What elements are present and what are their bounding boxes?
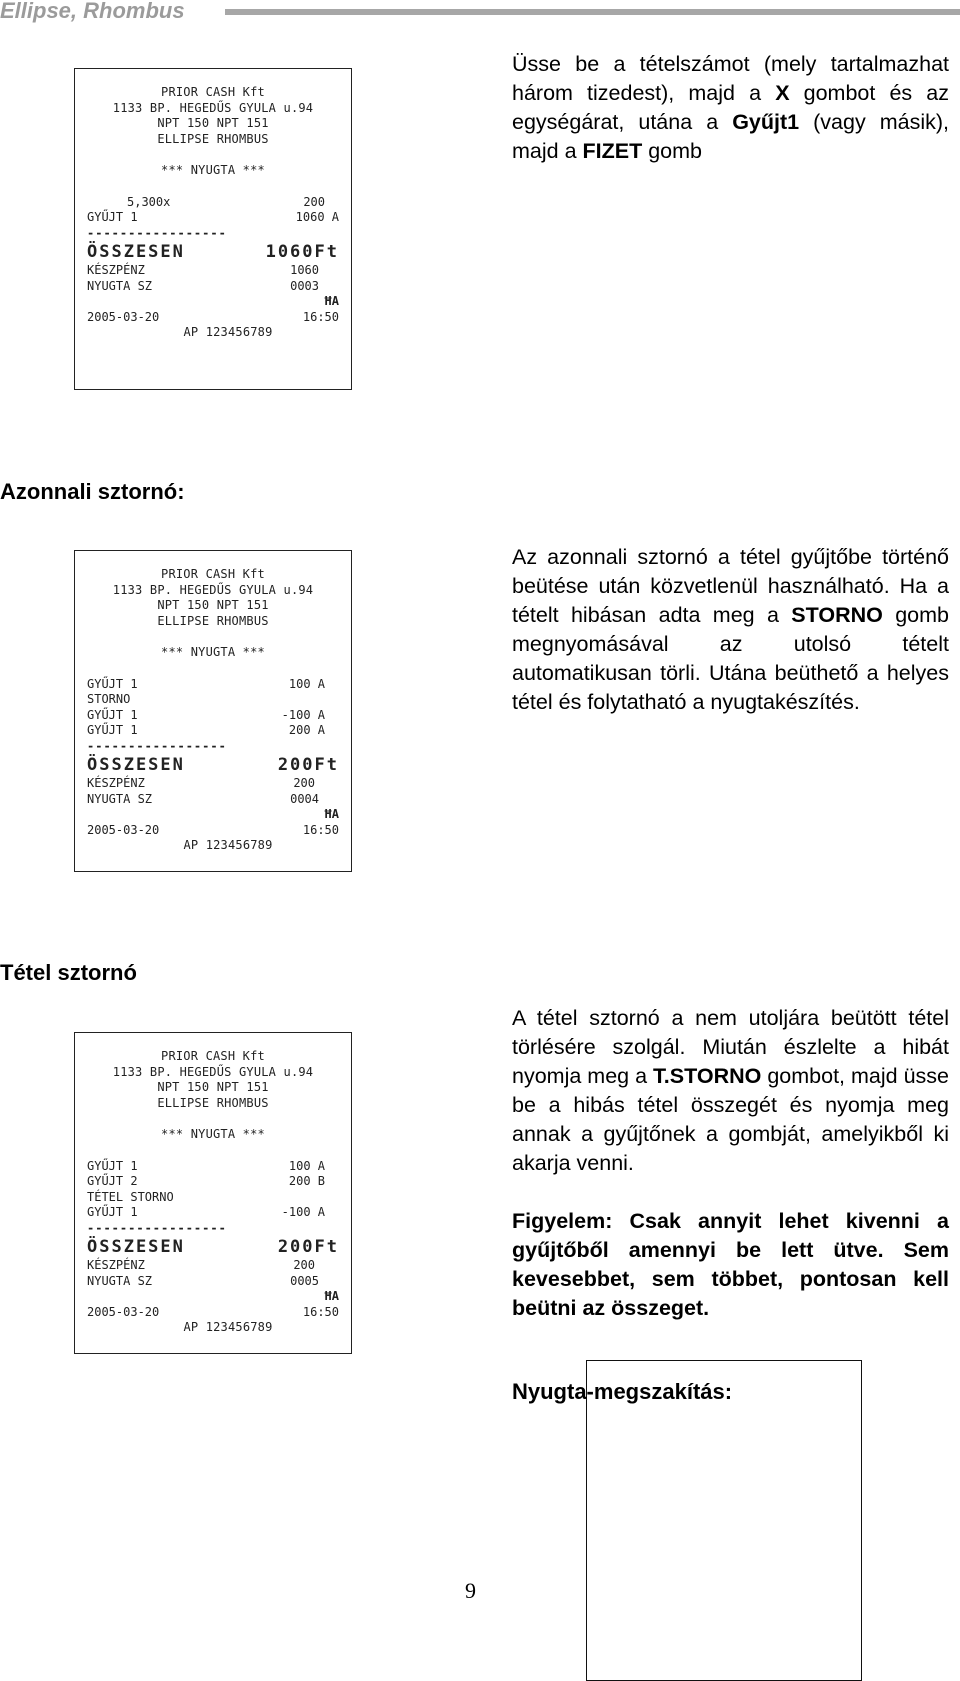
receipt-row: KÉSZPÉNZ 200 [87,776,315,790]
receipt-line: *** NYUGTA *** [161,1127,265,1141]
receipt-ap-number: AP 123456789 [183,838,273,852]
receipt-total-row: ÖSSZESEN 200Ft [87,755,339,775]
receipt-line: ELLIPSE RHOMBUS [157,613,269,628]
header-rule [225,9,960,15]
receipt-image-placeholder [586,1360,862,1681]
receipt-row: 2005-03-20 16:50 [87,822,339,837]
receipt-line: *** NYUGTA *** [161,163,265,177]
section3-paragraph: A tétel sztornó a nem utoljára beütött tétel törlésére szolgál. Miután észlelte a hibát nyomja meg a T.STORNO gombot, majd üsse be a hibás tétel összegét és nyomja meg annak a gyűjtőnek a gombját, amelyikből ki akarja venni. [512,1006,950,1175]
section-heading-item-storno: Tétel sztornó [0,960,137,985]
receipt-line: NPT 150 NPT 151 [157,1080,269,1094]
page-number: 9 [465,1578,476,1603]
receipt-row: NYUGTA SZ 0005 [87,1273,319,1288]
receipt-mark: ĦA [324,294,339,308]
receipt-line: 1133 BP. HEGEDŰS GYULA u.94 [112,582,314,597]
receipt-row: 2005-03-20 16:50 [87,309,339,324]
receipt-total-row: ÖSSZESEN 200Ft [87,1237,339,1257]
receipt-row: GYŰJT 1 -100 A [87,707,325,722]
receipt-row: GYŰJT 1 1060 A [87,210,339,224]
receipt-line: ELLIPSE RHOMBUS [157,131,269,146]
receipt-row: KÉSZPÉNZ 200 [87,1258,315,1272]
receipt-row: GYŰJT 1 100 A [87,1158,325,1173]
receipt-line: NPT 150 NPT 151 [157,116,269,130]
receipt-row: 5,300x 200 [127,194,325,209]
receipt-image-2 [74,550,352,872]
receipt-row: NYUGTA SZ 0004 [87,791,319,806]
section-heading-receipt-interrupt: Nyugta-megszakítás: [512,1379,733,1404]
section2-paragraph: Az azonnali sztornó a tétel gyűjtőbe történő beütése után közvetlenül használható. Ha a tételt hibásan adta meg a STORNO gomb megnyomásával az utolsó tételt automatikusan törli. Utána beüthető a helyes tétel és folytatható a nyugtakészítés. [512,545,949,714]
receipt-total-row: ÖSSZESEN 1060Ft [87,242,339,262]
section-heading-immediate-storno: Azonnali sztornó: [0,479,185,504]
receipt-mark: ĦA [324,807,339,821]
receipt-line: *** NYUGTA *** [161,645,265,659]
header-title: Ellipse, Rhombus [0,0,185,23]
receipt-line: 1133 BP. HEGEDŰS GYULA u.94 [112,1064,314,1079]
receipt-line: ELLIPSE RHOMBUS [157,1095,269,1110]
receipt-row: GYŰJT 1 -100 A [87,1205,325,1219]
receipt-row: GYŰJT 2 200 B [87,1174,325,1188]
receipt-line: 1133 BP. HEGEDŰS GYULA u.94 [112,100,314,115]
receipt-ap-number: AP 123456789 [183,325,273,339]
receipt-image-1 [74,68,352,390]
receipt-row: KÉSZPÉNZ 1060 [87,263,319,277]
receipt-row: NYUGTA SZ 0003 [87,278,319,293]
receipt-line: PRIOR CASH Kft [161,1049,265,1063]
receipt-divider: ----------------- [87,1220,227,1235]
receipt-row: 2005-03-20 16:50 [87,1304,339,1319]
receipt-row: TÉTEL STORNO [87,1189,174,1204]
section3-warning: Figyelem: Csak annyit lehet kivenni a gyűjtőből amennyi be lett ütve. Sem kevesebbet, sem többet, pontosan kell beütni az összeget. [512,1209,949,1320]
receipt-image-3 [74,1032,352,1354]
receipt-line: NPT 150 NPT 151 [157,598,269,612]
receipt-mark: ĦA [324,1289,339,1303]
receipt-row: STORNO [87,692,131,706]
receipt-divider: ----------------- [87,225,227,240]
receipt-line: PRIOR CASH Kft [161,85,265,99]
receipt-line: PRIOR CASH Kft [161,567,265,581]
receipt-row: GYŰJT 1 200 A [87,723,325,737]
receipt-ap-number: AP 123456789 [183,1320,273,1334]
receipt-row: GYŰJT 1 100 A [87,676,325,691]
section1-paragraph: Üsse be a tételszámot (mely tartalmazhat három tizedest), majd a X gombot és az egységárat, utána a Gyűjt1 (vagy másik), majd a FIZET gomb [512,52,949,163]
receipt-divider: ----------------- [87,738,227,753]
